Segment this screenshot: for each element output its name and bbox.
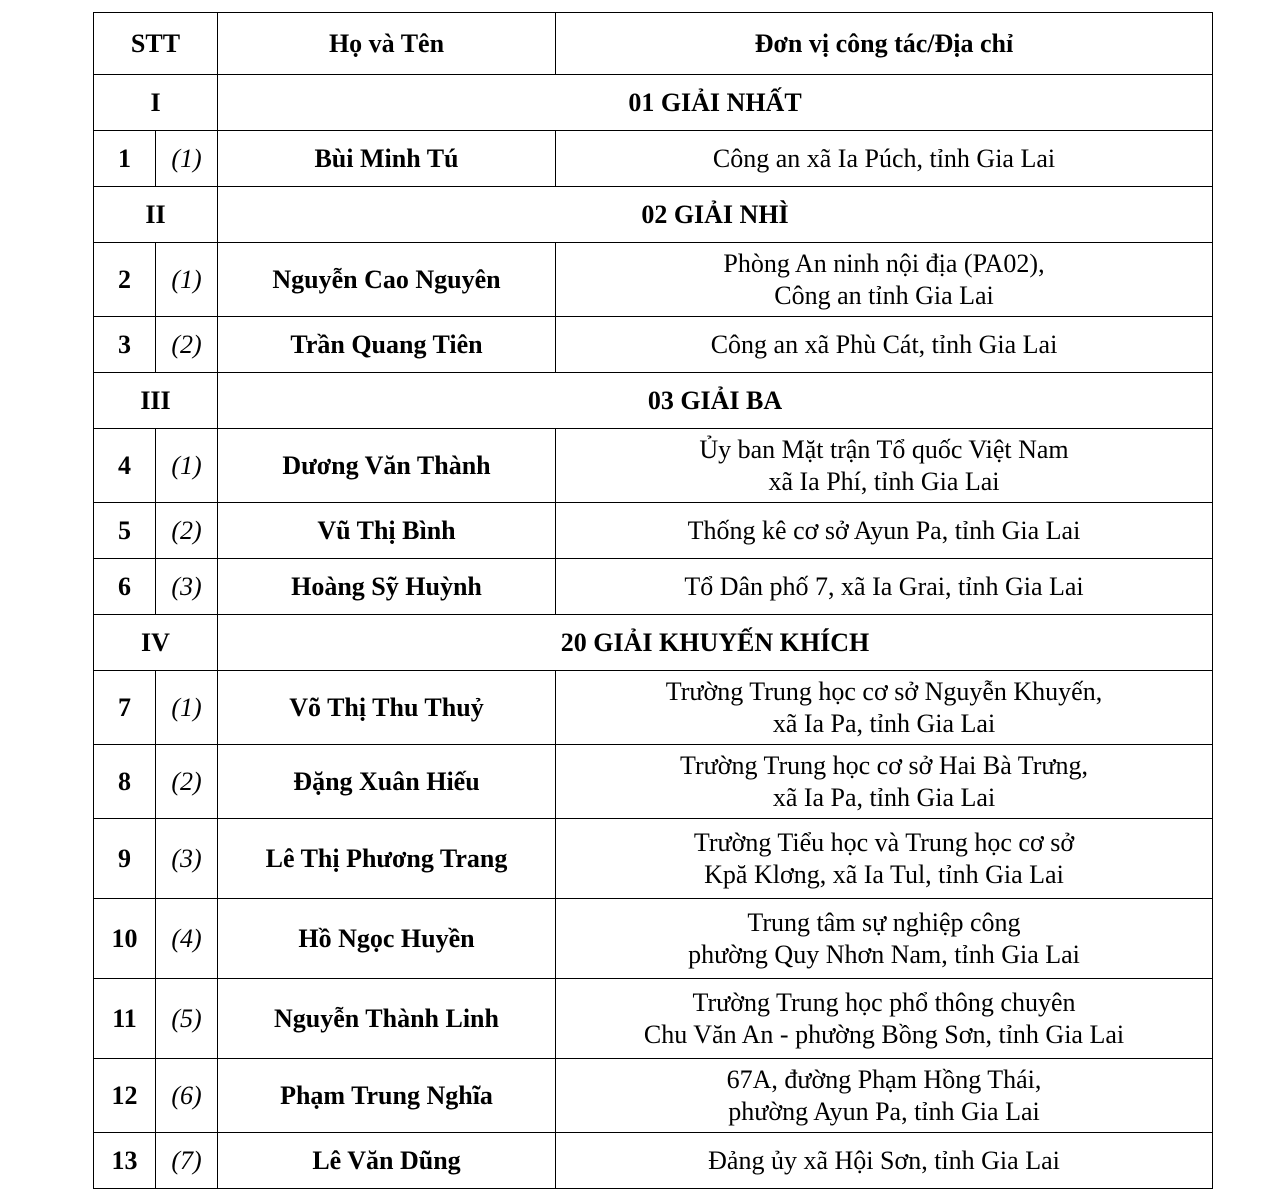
- winner-name: Trần Quang Tiên: [218, 317, 556, 373]
- row-sub-number: (5): [156, 979, 218, 1059]
- table-row: [94, 317, 1213, 373]
- row-sub-number: (1): [156, 671, 218, 745]
- section-row: [94, 75, 1213, 131]
- winner-address: [556, 979, 1213, 1059]
- winner-name: Vũ Thị Bình: [218, 503, 556, 559]
- winner-address: [556, 899, 1213, 979]
- award-winners-table: [93, 12, 1213, 1189]
- winner-address: [556, 819, 1213, 899]
- row-sub-number: (2): [156, 503, 218, 559]
- row-number: 13: [94, 1133, 156, 1189]
- table-row: [94, 503, 1213, 559]
- section-row: [94, 187, 1213, 243]
- row-number: 2: [94, 243, 156, 317]
- winner-address: [556, 745, 1213, 819]
- row-number: 11: [94, 979, 156, 1059]
- header-row: [94, 13, 1213, 75]
- table-row: [94, 1133, 1213, 1189]
- section-title: 01 GIẢI NHẤT: [218, 75, 1213, 131]
- winner-name: Hồ Ngọc Huyền: [218, 899, 556, 979]
- row-sub-number: (6): [156, 1059, 218, 1133]
- section-roman-numeral: IV: [94, 615, 218, 671]
- table-row: [94, 429, 1213, 503]
- section-row: [94, 615, 1213, 671]
- row-sub-number: (4): [156, 899, 218, 979]
- row-number: 6: [94, 559, 156, 615]
- winner-name: Hoàng Sỹ Huỳnh: [218, 559, 556, 615]
- row-sub-number: (1): [156, 243, 218, 317]
- address-line: xã Ia Pa, tỉnh Gia Lai: [772, 708, 996, 738]
- address-line: xã Ia Pa, tỉnh Gia Lai: [772, 782, 996, 812]
- row-number: 12: [94, 1059, 156, 1133]
- address-line: Đảng ủy xã Hội Sơn, tỉnh Gia Lai: [708, 1145, 1060, 1175]
- winner-address: [556, 1059, 1213, 1133]
- table-row: [94, 131, 1213, 187]
- table-row: [94, 1059, 1213, 1133]
- row-number: 4: [94, 429, 156, 503]
- row-number: 8: [94, 745, 156, 819]
- header-stt: STT: [94, 13, 218, 75]
- address-line: Ủy ban Mặt trận Tổ quốc Việt Nam: [699, 434, 1069, 464]
- row-sub-number: (3): [156, 559, 218, 615]
- table-body: [94, 13, 1213, 1189]
- row-number: 9: [94, 819, 156, 899]
- address-line: phường Ayun Pa, tỉnh Gia Lai: [728, 1096, 1040, 1126]
- row-sub-number: (3): [156, 819, 218, 899]
- address-line: Phòng An ninh nội địa (PA02),: [723, 248, 1045, 278]
- winner-name: Nguyễn Thành Linh: [218, 979, 556, 1059]
- winner-address: [556, 243, 1213, 317]
- table-row: [94, 979, 1213, 1059]
- address-line: Kpă Klơng, xã Ia Tul, tỉnh Gia Lai: [704, 859, 1064, 889]
- section-roman-numeral: II: [94, 187, 218, 243]
- address-line: Thống kê cơ sở Ayun Pa, tỉnh Gia Lai: [687, 515, 1081, 545]
- table-row: [94, 559, 1213, 615]
- row-number: 3: [94, 317, 156, 373]
- table-row: [94, 671, 1213, 745]
- address-line: Tổ Dân phố 7, xã Ia Grai, tỉnh Gia Lai: [684, 571, 1084, 601]
- winner-address: [556, 429, 1213, 503]
- table-row: [94, 899, 1213, 979]
- header-name: Họ và Tên: [218, 13, 556, 75]
- winner-name: Lê Văn Dũng: [218, 1133, 556, 1189]
- winner-address: [556, 1133, 1213, 1189]
- address-line: Công an xã Ia Púch, tỉnh Gia Lai: [712, 143, 1056, 173]
- header-address: Đơn vị công tác/Địa chỉ: [556, 13, 1213, 75]
- address-line: phường Quy Nhơn Nam, tỉnh Gia Lai: [688, 939, 1080, 969]
- winner-name: Đặng Xuân Hiếu: [218, 745, 556, 819]
- section-title: 20 GIẢI KHUYẾN KHÍCH: [218, 615, 1213, 671]
- row-number: 5: [94, 503, 156, 559]
- winner-name: Võ Thị Thu Thuỷ: [218, 671, 556, 745]
- row-number: 1: [94, 131, 156, 187]
- section-row: [94, 373, 1213, 429]
- row-sub-number: (2): [156, 317, 218, 373]
- section-title: 03 GIẢI BA: [218, 373, 1213, 429]
- winner-name: Bùi Minh Tú: [218, 131, 556, 187]
- winner-address: [556, 671, 1213, 745]
- section-title: 02 GIẢI NHÌ: [218, 187, 1213, 243]
- row-number: 7: [94, 671, 156, 745]
- winner-address: [556, 131, 1213, 187]
- row-number: 10: [94, 899, 156, 979]
- section-roman-numeral: III: [94, 373, 218, 429]
- address-line: Trường Trung học phổ thông chuyên: [692, 987, 1076, 1017]
- address-line: Trường Trung học cơ sở Nguyễn Khuyến,: [665, 676, 1103, 706]
- address-line: Trường Tiểu học và Trung học cơ sở: [693, 827, 1075, 857]
- address-line: 67A, đường Phạm Hồng Thái,: [726, 1064, 1042, 1094]
- winner-name: Dương Văn Thành: [218, 429, 556, 503]
- winner-address: [556, 503, 1213, 559]
- row-sub-number: (2): [156, 745, 218, 819]
- address-line: Chu Văn An - phường Bồng Sơn, tỉnh Gia Lai: [643, 1019, 1125, 1049]
- address-line: Công an xã Phù Cát, tỉnh Gia Lai: [710, 329, 1058, 359]
- address-line: Công an tỉnh Gia Lai: [774, 280, 994, 310]
- address-line: Trung tâm sự nghiệp công: [747, 907, 1021, 937]
- section-roman-numeral: I: [94, 75, 218, 131]
- table-row: [94, 819, 1213, 899]
- row-sub-number: (1): [156, 131, 218, 187]
- table-row: [94, 243, 1213, 317]
- winner-name: Phạm Trung Nghĩa: [218, 1059, 556, 1133]
- winner-name: Lê Thị Phương Trang: [218, 819, 556, 899]
- winner-name: Nguyễn Cao Nguyên: [218, 243, 556, 317]
- address-line: Trường Trung học cơ sở Hai Bà Trưng,: [680, 750, 1088, 780]
- address-line: xã Ia Phí, tỉnh Gia Lai: [768, 466, 1000, 496]
- winner-address: [556, 317, 1213, 373]
- table-row: [94, 745, 1213, 819]
- row-sub-number: (1): [156, 429, 218, 503]
- winner-address: [556, 559, 1213, 615]
- row-sub-number: (7): [156, 1133, 218, 1189]
